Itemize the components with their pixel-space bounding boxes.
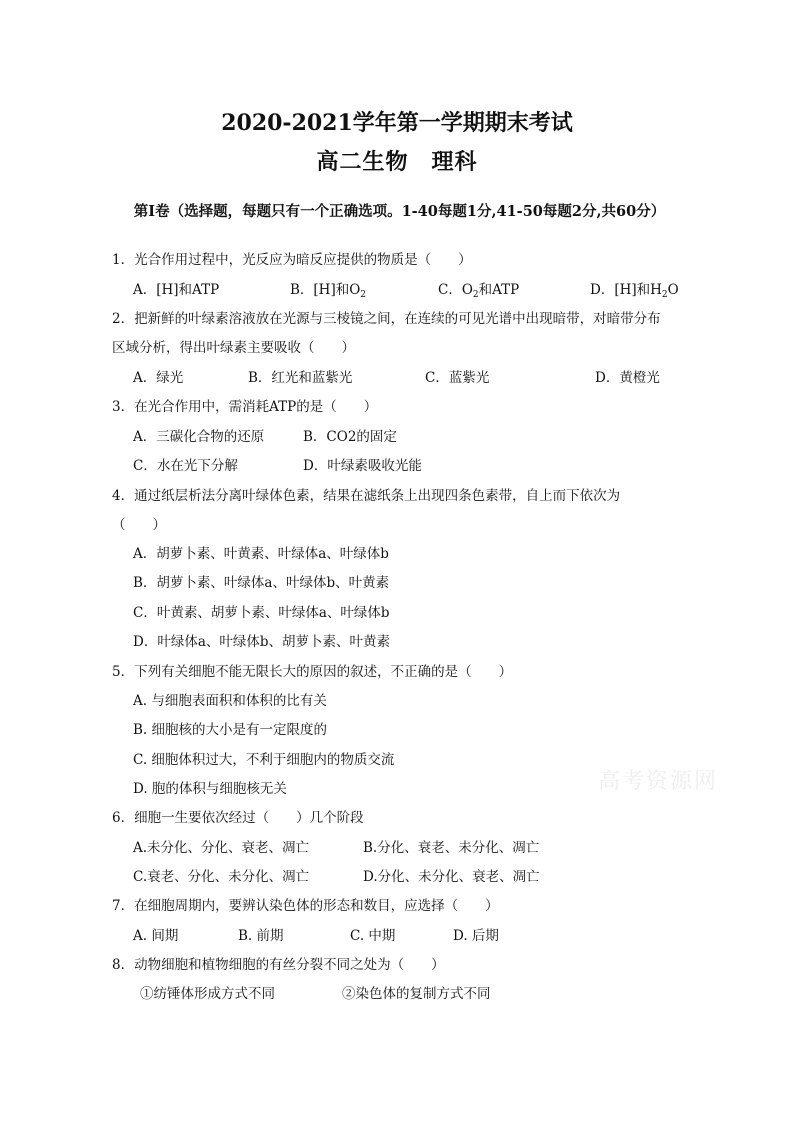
question-4-option-c: C．叶黄素、胡萝卜素、叶绿体a、叶绿体b [133, 605, 390, 621]
question-5-option-b: B. 细胞核的大小是有一定限度的 [133, 722, 328, 738]
question-4-stem-line-1: 4．通过纸层析法分离叶绿体色素，结果在滤纸条上出现四条色素带，自上而下依次为 [112, 488, 621, 504]
question-5-option-a: A. 与细胞表面积和体积的比有关 [133, 693, 327, 709]
question-4-stem-line-2: （ ） [112, 517, 166, 533]
question-5-stem: 5．下列有关细胞不能无限长大的原因的叙述，不正确的是（ ） [112, 664, 513, 680]
question-2-stem-line-2: 区域分析，得出叶绿素主要吸收（ ） [112, 340, 355, 356]
question-7-option-a: A. 间期 [133, 928, 179, 944]
question-6-option-b: B.分化、衰老、未分化、凋亡 [363, 840, 540, 856]
question-3-option-b: B．CO2的固定 [303, 429, 397, 445]
question-2-stem-line-1: 2．把新鲜的叶绿素溶液放在光源与三棱镜之间，在连续的可见光谱中出现暗带，对暗带分布 [112, 311, 661, 327]
question-1-option-d: D．[H]和$H_2O$ [590, 282, 679, 300]
question-4-option-d: D．叶绿体a、叶绿体b、胡萝卜素、叶黄素 [133, 634, 391, 650]
section-heading: 第Ⅰ卷（选择题，每题只有一个正确选项。1-40每题1分,41-50每题2分,共60分） [133, 203, 666, 220]
question-8-statement-1: ①纺锤体形成方式不同 [140, 986, 275, 1002]
question-7-stem: 7．在细胞周期内，要辨认染色体的形态和数目，应选择（ ） [112, 898, 499, 914]
question-7-option-d: D. 后期 [453, 928, 499, 944]
question-1-stem: 1．光合作用过程中，光反应为暗反应提供的物质是（ ） [112, 252, 472, 268]
exam-subtitle: 高二生物 理科 [316, 149, 478, 175]
question-2-option-a: A．绿光 [133, 370, 184, 386]
question-2-option-c: C．蓝紫光 [425, 370, 490, 386]
question-5-option-c: C. 细胞体积过大，不利于细胞内的物质交流 [133, 752, 395, 768]
question-7-option-b: B. 前期 [238, 928, 284, 944]
question-5-option-d: D. 胞的体积与细胞核无关 [133, 781, 287, 797]
question-8-stem: 8．动物细胞和植物细胞的有丝分裂不同之处为（ ） [112, 957, 445, 973]
question-6-option-a: A.未分化、分化、衰老、凋亡 [133, 840, 310, 856]
question-3-stem: 3．在光合作用中，需消耗ATP的是（ ） [112, 399, 378, 415]
question-2-option-d: D．黄橙光 [595, 370, 660, 386]
question-4-option-a: A．胡萝卜素、叶黄素、叶绿体a、叶绿体b [133, 546, 389, 562]
question-1-option-b: B．[H]和$O_2$ [290, 282, 367, 300]
question-2-option-b: B．红光和蓝紫光 [248, 370, 353, 386]
question-6-option-c: C.衰老、分化、未分化、凋亡 [133, 869, 310, 885]
watermark: 高考资源网 [598, 769, 719, 794]
question-6-stem: 6．细胞一生要依次经过（ ）几个阶段 [112, 810, 364, 826]
question-3-option-d: D．叶绿素吸收光能 [303, 458, 422, 474]
question-3-option-c: C．水在光下分解 [133, 458, 238, 474]
question-3-option-a: A．三碳化合物的还原 [133, 429, 265, 445]
question-1-option-c: C．$O_2$和ATP [438, 282, 520, 300]
question-1-option-a: A．[H]和ATP [133, 282, 220, 298]
question-6-option-d: D.分化、未分化、衰老、凋亡 [363, 869, 540, 885]
question-4-option-b: B．胡萝卜素、叶绿体a、叶绿体b、叶黄素 [133, 575, 390, 591]
question-7-option-c: C. 中期 [350, 928, 396, 944]
question-8-statement-2: ②染色体的复制方式不同 [342, 986, 491, 1002]
exam-title: 2020-2021学年第一学期期末考试 [221, 110, 573, 136]
